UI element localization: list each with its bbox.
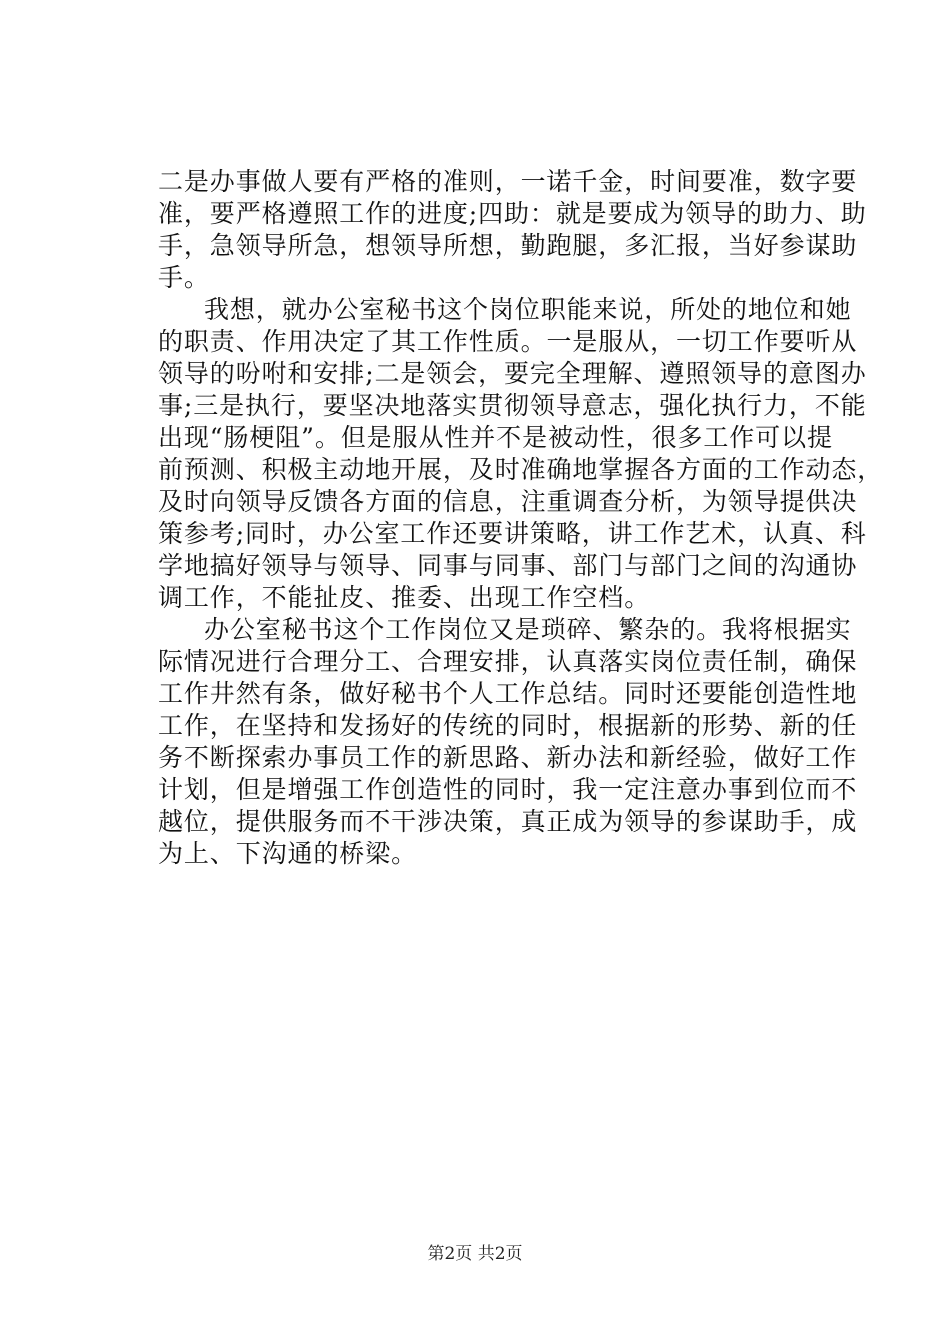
- text-line: 际情况进行合理分工、合理安排，认真落实岗位责任制，确保: [158, 647, 858, 676]
- text-line: 手，急领导所急，想领导所想，勤跑腿，多汇报，当好参谋助: [158, 231, 858, 260]
- page-number-footer: 第2页 共2页: [427, 1244, 523, 1264]
- text-line: 调工作，不能扯皮、推委、出现工作空档。: [158, 583, 651, 612]
- text-line: 学地搞好领导与领导、同事与同事、部门与部门之间的沟通协: [158, 551, 858, 580]
- paragraph-1: [158, 166, 867, 294]
- text-line: 我想，就办公室秘书这个岗位职能来说，所处的地位和她: [204, 295, 852, 324]
- text-line: 办公室秘书这个工作岗位又是琐碎、繁杂的。我将根据实: [204, 615, 852, 644]
- text-line: 领导的吩咐和安排;二是领会，要完全理解、遵照领导的意图办: [158, 359, 867, 388]
- paragraph-2: [158, 294, 884, 614]
- paragraph-3: [158, 614, 858, 870]
- text-line: 计划，但是增强工作创造性的同时，我一定注意办事到位而不: [158, 775, 858, 804]
- text-line: 事;三是执行，要坚决地落实贯彻领导意志，强化执行力，不能: [158, 391, 867, 420]
- text-line: 务不断探索办事员工作的新思路、新办法和新经验，做好工作: [158, 743, 858, 772]
- text-line: 的职责、作用决定了其工作性质。一是服从，一切工作要听从: [158, 327, 858, 356]
- text-line: 策参考;同时，办公室工作还要讲策略，讲工作艺术，认真、科: [158, 519, 867, 548]
- text-line: 工作井然有条，做好秘书个人工作总结。同时还要能创造性地: [158, 679, 858, 708]
- text-line: 二是办事做人要有严格的准则，一诺千金，时间要准，数字要: [158, 167, 858, 196]
- text-line: 工作，在坚持和发扬好的传统的同时，根据新的形势、新的任: [158, 711, 858, 740]
- text-line: 前预测、积极主动地开展，及时准确地掌握各方面的工作动态，: [158, 455, 884, 484]
- text-line: 手。: [158, 263, 210, 292]
- document-body: [158, 166, 884, 870]
- text-line: 越位，提供服务而不干涉决策，真正成为领导的参谋助手，成: [158, 807, 858, 836]
- text-line: 出现“肠梗阻”。但是服从性并不是被动性，很多工作可以提: [158, 423, 833, 452]
- text-line: 及时向领导反馈各方面的信息，注重调查分析，为领导提供决: [158, 487, 858, 516]
- text-line: 准，要严格遵照工作的进度;四助：就是要成为领导的助力、助: [158, 199, 867, 228]
- text-line: 为上、下沟通的桥梁。: [158, 839, 418, 868]
